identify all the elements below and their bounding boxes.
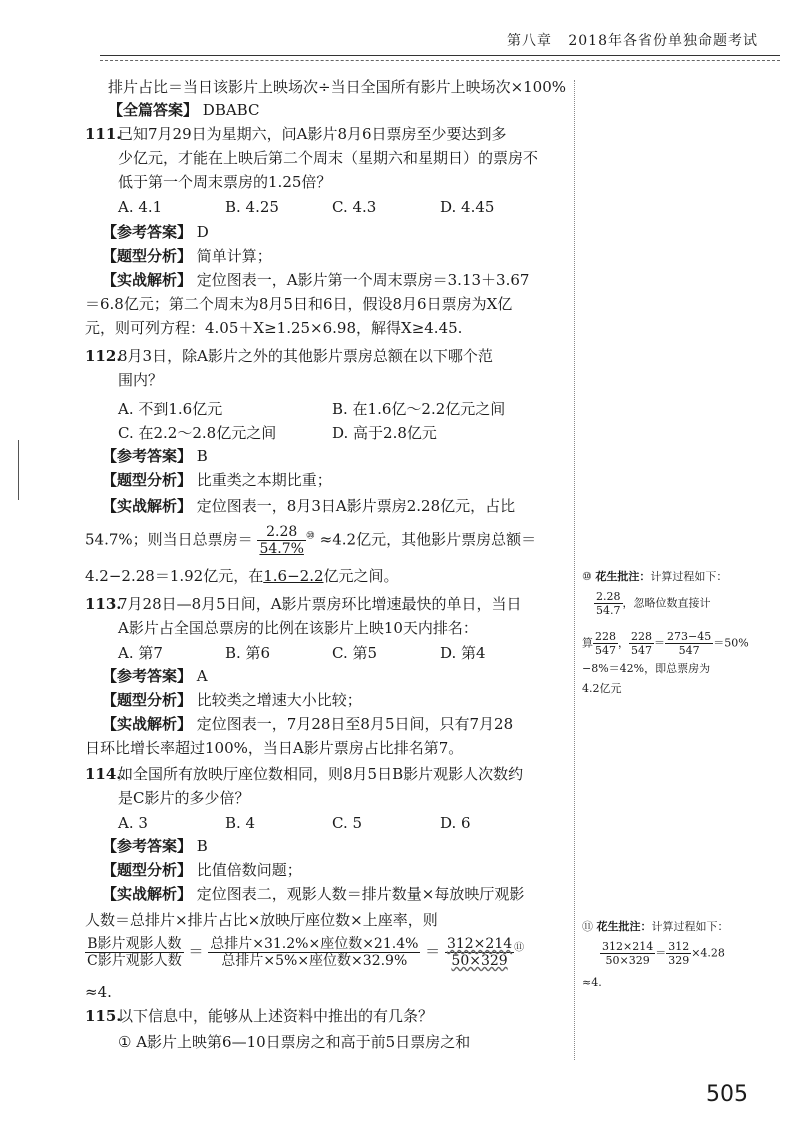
side-note-11-frac2-num: 312 bbox=[668, 940, 690, 953]
q114-reference-answer bbox=[102, 836, 208, 856]
q112-analysis-label: 【实战解析】 bbox=[102, 497, 193, 515]
q114-equation: $\frac{\text{B影片观影人数}}{\text{C影片观影人数}}$ ＝ $\frac{\text{总排片×31.2\%×座位数×21.4\%}}{\text{总排片×5\%×座位数×32.9\%}}$ ＝ $\frac{312\times 214}{50\times 329}$ ⑪ bbox=[87, 936, 525, 969]
q113-ref-label: 【参考答案】 bbox=[102, 667, 193, 685]
side-note-10-frac1-den: 54.7 bbox=[596, 604, 621, 617]
q114-type-analysis bbox=[102, 860, 302, 880]
q112-analysis-3b: 1.6−2.2 bbox=[263, 567, 324, 585]
q111-analysis-2: ＝6.8亿元；第二个周末为8月5日和6日，假设8月6日票房为X亿 bbox=[85, 295, 513, 313]
side-note-10-frac1 bbox=[594, 590, 623, 617]
page-number: 505 bbox=[706, 1082, 748, 1107]
q114-type-value: 比值倍数问题； bbox=[196, 861, 302, 879]
q112-fraction-denominator: 54.7% bbox=[259, 541, 304, 557]
q113-text-1: 7月28日—8月5日间，A影片票房环比增速最快的单日，当日 bbox=[118, 595, 522, 613]
q113-option-b: B. 第6 bbox=[225, 644, 271, 662]
q114-text-1: 如全国所有放映厅座位数相同，则8月5日B影片观影人次数约 bbox=[118, 765, 524, 783]
q115-text: 以下信息中，能够从上述资料中推出的有几条？ bbox=[118, 1007, 434, 1025]
q111-ref-label: 【参考答案】 bbox=[102, 223, 193, 241]
q111-analysis-3: 元，则可列方程：4.05＋X≥1.25×6.98，解得X≥4.45. bbox=[85, 319, 463, 337]
side-note-11-tail: ×4.28 bbox=[691, 946, 725, 960]
q111-type-label: 【题型分析】 bbox=[102, 247, 193, 265]
side-note-10-frac2-den: 547 bbox=[595, 644, 616, 657]
q112-option-c: C. 在2.2～2.8亿元之间 bbox=[118, 424, 277, 442]
side-note-11-frac1 bbox=[600, 940, 655, 967]
side-note-10-line2 bbox=[594, 590, 711, 617]
side-note-10-frac3-num: 228 bbox=[631, 630, 652, 643]
header-rule bbox=[100, 55, 780, 56]
side-note-10-frac1-num: 2.28 bbox=[596, 590, 621, 603]
q114-ref-value: B bbox=[196, 837, 208, 855]
q112-analysis-text-1: 定位图表一，8月3日A影片票房2.28亿元，占比 bbox=[196, 497, 516, 515]
all-answers-value: DBABC bbox=[202, 101, 260, 119]
q112-analysis-2b: ≈4.2亿元，其他影片票房总额＝ bbox=[319, 530, 537, 549]
q111-option-b: B. 4.25 bbox=[225, 198, 279, 216]
q111-type-analysis bbox=[102, 246, 272, 266]
q113-option-d: D. 第4 bbox=[440, 644, 486, 662]
q112-text-2: 围内？ bbox=[118, 371, 164, 389]
formula-line: 排片占比＝当日该影片上映场次÷当日全国所有影片上映场次×100% bbox=[108, 78, 567, 96]
side-note-10-frac2-num: 228 bbox=[595, 630, 616, 643]
q114-option-c: C. 5 bbox=[332, 814, 363, 832]
q112-analysis-2 bbox=[85, 524, 536, 557]
side-note-11-mark: ⑪ bbox=[582, 920, 593, 933]
q112-fraction bbox=[257, 524, 305, 557]
side-note-10-head bbox=[582, 568, 727, 586]
margin-divider bbox=[574, 80, 575, 1060]
q113-ref-value: A bbox=[196, 667, 208, 685]
q114-option-a: A. 3 bbox=[118, 814, 148, 832]
side-note-10-line5: 4.2亿元 bbox=[582, 682, 622, 695]
q114-frac2-den: 总排片×5%×座位数×32.9% bbox=[221, 953, 408, 969]
side-note-11-label: 花生批注： bbox=[596, 920, 652, 933]
q114-type-label: 【题型分析】 bbox=[102, 861, 193, 879]
chapter-label: 第八章 bbox=[507, 33, 552, 49]
header-dotted-rule bbox=[100, 60, 780, 61]
q111-analysis-1 bbox=[102, 270, 529, 290]
q113-analysis-2: 日环比增长率超过100%，当日A影片票房占比排名第7。 bbox=[85, 739, 464, 757]
q112-type-value: 比重类之本期比重； bbox=[196, 471, 332, 489]
q113-reference-answer bbox=[102, 666, 208, 686]
q114-frac1 bbox=[85, 936, 184, 969]
q114-frac2 bbox=[208, 936, 420, 969]
all-answers-line bbox=[108, 100, 259, 120]
header-title: 2018年各省份单独命题考试 bbox=[568, 33, 758, 49]
side-note-11-approx: ≈4. bbox=[582, 976, 602, 989]
q114-approx: ≈4. bbox=[85, 983, 112, 1001]
q111-option-a: A. 4.1 bbox=[118, 198, 163, 216]
q112-analysis-3 bbox=[85, 566, 399, 586]
q113-analysis-text-1: 定位图表一，7月28日至8月5日间，只有7月28 bbox=[196, 715, 514, 733]
q112-fraction-numerator: 2.28 bbox=[257, 524, 305, 541]
side-note-10-frac2 bbox=[593, 630, 618, 657]
q115-item-1: ① A影片上映第6—10日票房之和高于前5日票房之和 bbox=[118, 1033, 471, 1051]
q115-number: 115. bbox=[85, 1007, 122, 1025]
side-note-11-text: 计算过程如下： bbox=[651, 920, 729, 933]
q111-option-d: D. 4.45 bbox=[440, 198, 495, 216]
side-note-10-label: 花生批注： bbox=[595, 570, 651, 583]
side-note-11-head bbox=[582, 918, 729, 936]
q112-ref-value: B bbox=[196, 447, 208, 465]
q114-frac2-num: 总排片×31.2%×座位数×21.4% bbox=[210, 936, 419, 952]
q114-option-d: D. 6 bbox=[440, 814, 471, 832]
side-note-11-frac2-den: 329 bbox=[668, 954, 690, 967]
side-note-10-text: 计算过程如下： bbox=[650, 570, 728, 583]
q113-option-c: C. 第5 bbox=[332, 644, 378, 662]
q114-frac3-den: 50×329 bbox=[451, 953, 508, 969]
q114-ref-label: 【参考答案】 bbox=[102, 837, 193, 855]
q111-analysis-text-1: 定位图表一，A影片第一个周末票房＝3.13＋3.67 bbox=[196, 271, 530, 289]
note-marker-11: ⑪ bbox=[514, 942, 525, 954]
q112-type-analysis bbox=[102, 470, 332, 490]
q114-frac3-num: 312×214 bbox=[446, 936, 513, 952]
side-note-10-frac4-num: 273−45 bbox=[667, 630, 712, 643]
q113-number: 113. bbox=[85, 595, 122, 613]
q112-option-b: B. 在1.6亿～2.2亿元之间 bbox=[332, 400, 506, 418]
side-note-10-frac4 bbox=[665, 630, 713, 657]
side-note-10-frac4-den: 547 bbox=[678, 644, 700, 657]
side-note-11-frac1-num: 312×214 bbox=[602, 940, 654, 953]
q113-type-analysis bbox=[102, 690, 362, 710]
q113-type-value: 比较类之增速大小比较； bbox=[196, 691, 362, 709]
note-marker-10: ⑩ bbox=[305, 530, 315, 542]
q113-text-2: A影片占全国总票房的比例在该影片上映10天内排名： bbox=[118, 619, 478, 637]
q114-analysis-2: 人数＝总排片×排片占比×放映厅座位数×上座率，则 bbox=[85, 911, 438, 929]
q111-type-value: 简单计算； bbox=[196, 247, 272, 265]
q111-text-2: 少亿元，才能在上映后第二个周末（星期六和星期日）的票房不 bbox=[118, 149, 539, 167]
side-note-10-eq: ＝ bbox=[654, 636, 665, 650]
q112-analysis-1 bbox=[102, 496, 515, 516]
side-note-10-mark: ⑩ bbox=[582, 570, 592, 583]
q111-analysis-label: 【实战解析】 bbox=[102, 271, 193, 289]
q111-ref-value: D bbox=[196, 223, 209, 241]
q114-analysis-1 bbox=[102, 884, 524, 904]
q112-option-a: A. 不到1.6亿元 bbox=[118, 400, 223, 418]
q112-analysis-2a: 54.7%；则当日总票房＝ bbox=[85, 530, 253, 549]
q112-analysis-3c: 亿元之间。 bbox=[323, 567, 399, 585]
q114-analysis-label: 【实战解析】 bbox=[102, 885, 193, 903]
q112-option-d: D. 高于2.8亿元 bbox=[332, 424, 437, 442]
q114-analysis-text-1: 定位图表二，观影人数＝排片数量×每放映厅观影 bbox=[196, 885, 525, 903]
q113-option-a: A. 第7 bbox=[118, 644, 163, 662]
q114-text-2: 是C影片的多少倍？ bbox=[118, 789, 250, 807]
q111-reference-answer bbox=[102, 222, 209, 242]
q111-number: 111. bbox=[85, 125, 122, 143]
side-note-10-line3 bbox=[582, 630, 749, 657]
side-note-10-line3-a: 算 bbox=[582, 636, 593, 650]
q112-type-label: 【题型分析】 bbox=[102, 471, 193, 489]
side-note-10-frac3-den: 547 bbox=[631, 644, 652, 657]
q111-text-1: 已知7月29日为星期六，问A影片8月6日票房至少要达到多 bbox=[118, 125, 507, 143]
q113-analysis-label: 【实战解析】 bbox=[102, 715, 193, 733]
q112-number: 112. bbox=[85, 347, 122, 365]
q111-text-3: 低于第一个周末票房的1.25倍？ bbox=[118, 173, 332, 191]
q114-frac1-num: B影片观影人数 bbox=[85, 936, 184, 953]
side-note-11-frac1-den: 50×329 bbox=[605, 954, 650, 967]
side-note-11-frac2 bbox=[666, 940, 691, 967]
q113-type-label: 【题型分析】 bbox=[102, 691, 193, 709]
side-note-10-line2-text: ，忽略位数直接计 bbox=[622, 596, 711, 610]
side-note-10-frac3 bbox=[629, 630, 654, 657]
q114-frac3 bbox=[445, 936, 514, 969]
side-note-10-line4: −8%＝42%，即总票房为 bbox=[582, 662, 711, 675]
q112-ref-label: 【参考答案】 bbox=[102, 447, 193, 465]
q112-text-1: 8月3日，除A影片之外的其他影片票房总额在以下哪个范 bbox=[118, 347, 493, 365]
side-note-10-sep: ， bbox=[618, 636, 629, 650]
q114-option-b: B. 4 bbox=[225, 814, 256, 832]
q112-analysis-3a: 4.2−2.28＝1.92亿元，在 bbox=[85, 567, 264, 585]
running-header bbox=[507, 30, 758, 50]
side-note-10-line3-b: ＝50% bbox=[713, 636, 749, 650]
side-note-11-line2 bbox=[600, 940, 725, 967]
q114-number: 114. bbox=[85, 765, 122, 783]
all-answers-label: 【全篇答案】 bbox=[108, 101, 199, 119]
side-note-11-eq: ＝ bbox=[655, 946, 667, 960]
left-edge-mark bbox=[18, 440, 19, 500]
q112-reference-answer bbox=[102, 446, 208, 466]
q114-frac1-den: C影片观影人数 bbox=[87, 953, 182, 969]
q113-analysis-1 bbox=[102, 714, 513, 734]
q111-option-c: C. 4.3 bbox=[332, 198, 377, 216]
